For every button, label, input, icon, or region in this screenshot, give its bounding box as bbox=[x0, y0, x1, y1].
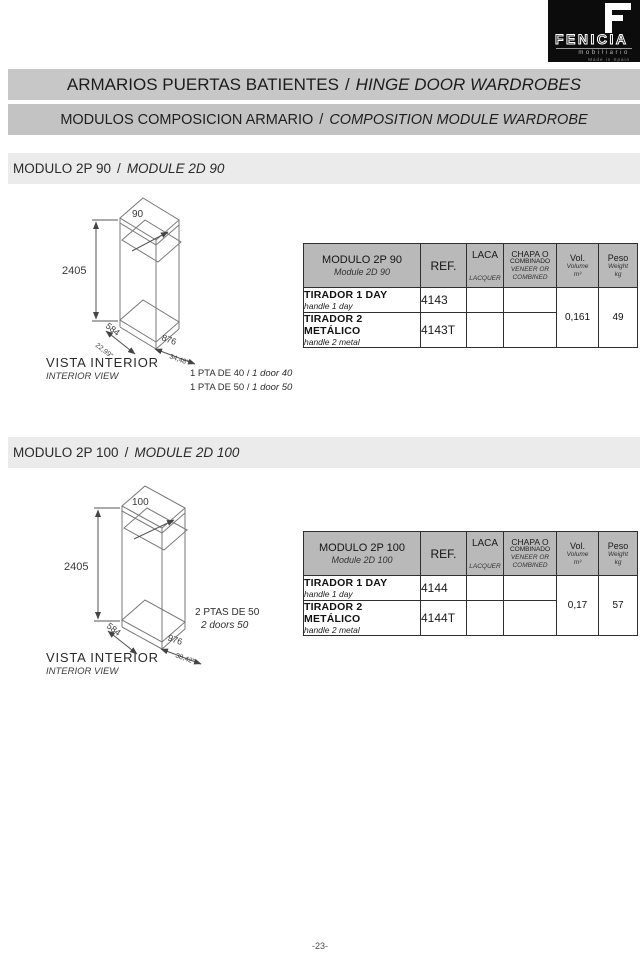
brand-tagline: mobiliario bbox=[578, 50, 630, 56]
spec-table-90 bbox=[303, 243, 638, 348]
veneer-cell bbox=[504, 313, 557, 348]
cabinet-outline bbox=[120, 198, 181, 349]
main-title-es: ARMARIOS PUERTAS BATIENTES bbox=[66, 74, 339, 94]
width-label: 876 bbox=[160, 332, 178, 348]
col-header-volume bbox=[557, 244, 599, 288]
door-note-es: 2 PTAS DE 50 bbox=[195, 607, 260, 618]
hanging-rail-arrow bbox=[134, 520, 174, 539]
door-note-es: 1 PTA DE 40 bbox=[190, 368, 245, 379]
table-row bbox=[304, 576, 638, 601]
top-width-label: 90 bbox=[132, 209, 144, 220]
brand-logo bbox=[548, 0, 640, 62]
subtitle-separator: / bbox=[319, 111, 324, 128]
vista-interior-es: VISTA INTERIOR bbox=[46, 355, 159, 370]
top-width-label: 100 bbox=[132, 497, 149, 508]
col-header-ref: REF. bbox=[421, 532, 467, 576]
door-note-es: 1 PTA DE 50 bbox=[190, 382, 245, 393]
brand-name: FENICIA bbox=[555, 31, 629, 47]
product-header-es: MODULO 2P 100 bbox=[318, 542, 405, 554]
width-inches-label: 38,42" bbox=[174, 652, 196, 666]
product-cell bbox=[304, 601, 421, 636]
lacquer-cell bbox=[467, 288, 504, 313]
chapa-line-3: VENEER OR bbox=[510, 553, 550, 561]
sub-title-es: MODULOS COMPOSICION ARMARIO bbox=[60, 111, 314, 128]
veneer-cell bbox=[504, 288, 557, 313]
table-row bbox=[304, 288, 638, 313]
sub-title-en: COMPOSITION MODULE WARDROBE bbox=[329, 111, 588, 128]
title-separator: / bbox=[344, 74, 350, 94]
veneer-cell bbox=[504, 576, 557, 601]
door-notes-2 bbox=[195, 606, 259, 632]
vol-label: Vol. bbox=[569, 540, 585, 551]
chapa-line-4: COMBINED bbox=[512, 561, 548, 569]
kg-label: kg bbox=[614, 270, 622, 278]
laca-label: LACA bbox=[471, 249, 499, 261]
section-2-title-es: MODULO 2P 100 bbox=[13, 445, 119, 460]
wardrobe-diagram-90 bbox=[42, 190, 292, 368]
product-header-es: MODULO 2P 90 bbox=[322, 254, 402, 266]
section-2-title-bar bbox=[8, 437, 640, 468]
weight-label: Weight bbox=[607, 550, 629, 558]
door-note-en: 1 door 40 bbox=[252, 368, 293, 379]
product-name-en: handle 1 day bbox=[304, 589, 353, 599]
product-cell bbox=[304, 313, 421, 348]
col-header-lacquer bbox=[467, 244, 504, 288]
product-header-en: Module 2D 90 bbox=[333, 267, 391, 277]
section-1-title-es: MODULO 2P 90 bbox=[13, 161, 112, 176]
product-name-es: TIRADOR 2 METÁLICO bbox=[304, 313, 363, 337]
col-header-weight bbox=[599, 532, 638, 576]
weight-cell: 57 bbox=[599, 576, 638, 636]
col-header-veneer bbox=[504, 244, 557, 288]
door-notes-1 bbox=[190, 367, 292, 395]
peso-label: Peso bbox=[607, 540, 629, 551]
interior-view-label-2 bbox=[46, 650, 159, 677]
chapa-line-2: COMBINADO bbox=[509, 545, 551, 553]
interior-view-label-1 bbox=[46, 355, 159, 382]
laca-label: LACA bbox=[471, 537, 499, 549]
product-name-en: handle 2 metal bbox=[304, 625, 360, 635]
ref-cell: 4144 bbox=[421, 576, 467, 601]
volume-label: Volume bbox=[566, 550, 589, 558]
brand-divider bbox=[556, 48, 632, 49]
ref-cell: 4143 bbox=[421, 288, 467, 313]
ref-cell: 4144T bbox=[421, 601, 467, 636]
peso-label: Peso bbox=[607, 252, 629, 263]
note-separator: / bbox=[246, 382, 250, 393]
chapa-line-4: COMBINED bbox=[512, 273, 548, 281]
col-header-ref: REF. bbox=[421, 244, 467, 288]
door-note bbox=[190, 381, 292, 395]
weight-label: Weight bbox=[607, 262, 629, 270]
m3-label: m³ bbox=[573, 558, 582, 566]
door-note-en: 1 door 50 bbox=[252, 382, 293, 393]
door-note-en: 2 doors 50 bbox=[201, 620, 249, 631]
width-inches-label: 34,48" bbox=[168, 353, 190, 367]
col-header-veneer bbox=[504, 532, 557, 576]
product-name-es: TIRADOR 1 DAY bbox=[304, 577, 388, 589]
section-1-title-bar bbox=[8, 153, 640, 184]
vol-label: Vol. bbox=[569, 252, 585, 263]
hanging-rail-arrow bbox=[132, 232, 168, 251]
lacquer-cell bbox=[467, 601, 504, 636]
product-cell bbox=[304, 576, 421, 601]
depth-inches-label: 22,99" bbox=[93, 342, 114, 360]
m3-label: m³ bbox=[573, 270, 582, 278]
height-label: 2405 bbox=[62, 265, 87, 277]
veneer-cell bbox=[504, 601, 557, 636]
main-header-bar bbox=[8, 69, 640, 100]
volume-cell: 0,161 bbox=[557, 288, 599, 348]
col-header-weight bbox=[599, 244, 638, 288]
section-1-title-en: MODULE 2D 90 bbox=[126, 161, 225, 176]
volume-cell: 0,17 bbox=[557, 576, 599, 636]
section-1-separator: / bbox=[117, 161, 121, 176]
col-header-product bbox=[304, 244, 421, 288]
col-header-product bbox=[304, 532, 421, 576]
product-header-en: Module 2D 100 bbox=[331, 555, 393, 565]
product-name-es: TIRADOR 2 METÁLICO bbox=[304, 601, 363, 625]
col-header-volume bbox=[557, 532, 599, 576]
product-name-en: handle 1 day bbox=[304, 301, 353, 311]
kg-label: kg bbox=[614, 558, 622, 566]
cabinet-outline bbox=[122, 486, 187, 649]
lacquer-cell bbox=[467, 576, 504, 601]
fenicia-f-icon bbox=[605, 3, 631, 33]
chapa-line-3: VENEER OR bbox=[510, 265, 550, 273]
depth-label: 584 bbox=[103, 320, 122, 338]
height-label: 2405 bbox=[64, 561, 89, 573]
product-name-es: TIRADOR 1 DAY bbox=[304, 289, 388, 301]
lacquer-label: LACQUER bbox=[469, 274, 501, 282]
volume-label: Volume bbox=[566, 262, 589, 270]
vista-interior-en: INTERIOR VIEW bbox=[46, 666, 119, 677]
section-2-separator: / bbox=[124, 445, 129, 460]
section-2-title-en: MODULE 2D 100 bbox=[134, 445, 240, 460]
vista-interior-en: INTERIOR VIEW bbox=[46, 371, 119, 382]
col-header-lacquer bbox=[467, 532, 504, 576]
note-separator: / bbox=[246, 368, 250, 379]
chapa-line-2: COMBINADO bbox=[509, 257, 551, 265]
footer-page-number: -23- bbox=[311, 941, 328, 951]
product-cell bbox=[304, 288, 421, 313]
spec-table-100 bbox=[303, 531, 638, 636]
main-title-en: HINGE DOOR WARDROBES bbox=[355, 74, 582, 94]
depth-label: 584 bbox=[104, 620, 123, 638]
cabinet-vertical-edges bbox=[122, 511, 185, 642]
door-note bbox=[190, 367, 292, 381]
lacquer-cell bbox=[467, 313, 504, 348]
brand-origin: Made in Spain bbox=[588, 57, 630, 62]
lacquer-label: LACQUER bbox=[469, 562, 501, 570]
product-name-en: handle 2 metal bbox=[304, 337, 360, 347]
weight-cell: 49 bbox=[599, 288, 638, 348]
chapa-line-1: CHAPA O bbox=[511, 248, 549, 259]
width-label: 976 bbox=[166, 632, 184, 648]
vista-interior-es: VISTA INTERIOR bbox=[46, 650, 159, 665]
sub-header-bar bbox=[8, 104, 640, 135]
chapa-line-1: CHAPA O bbox=[511, 536, 549, 547]
ref-cell: 4143T bbox=[421, 313, 467, 348]
